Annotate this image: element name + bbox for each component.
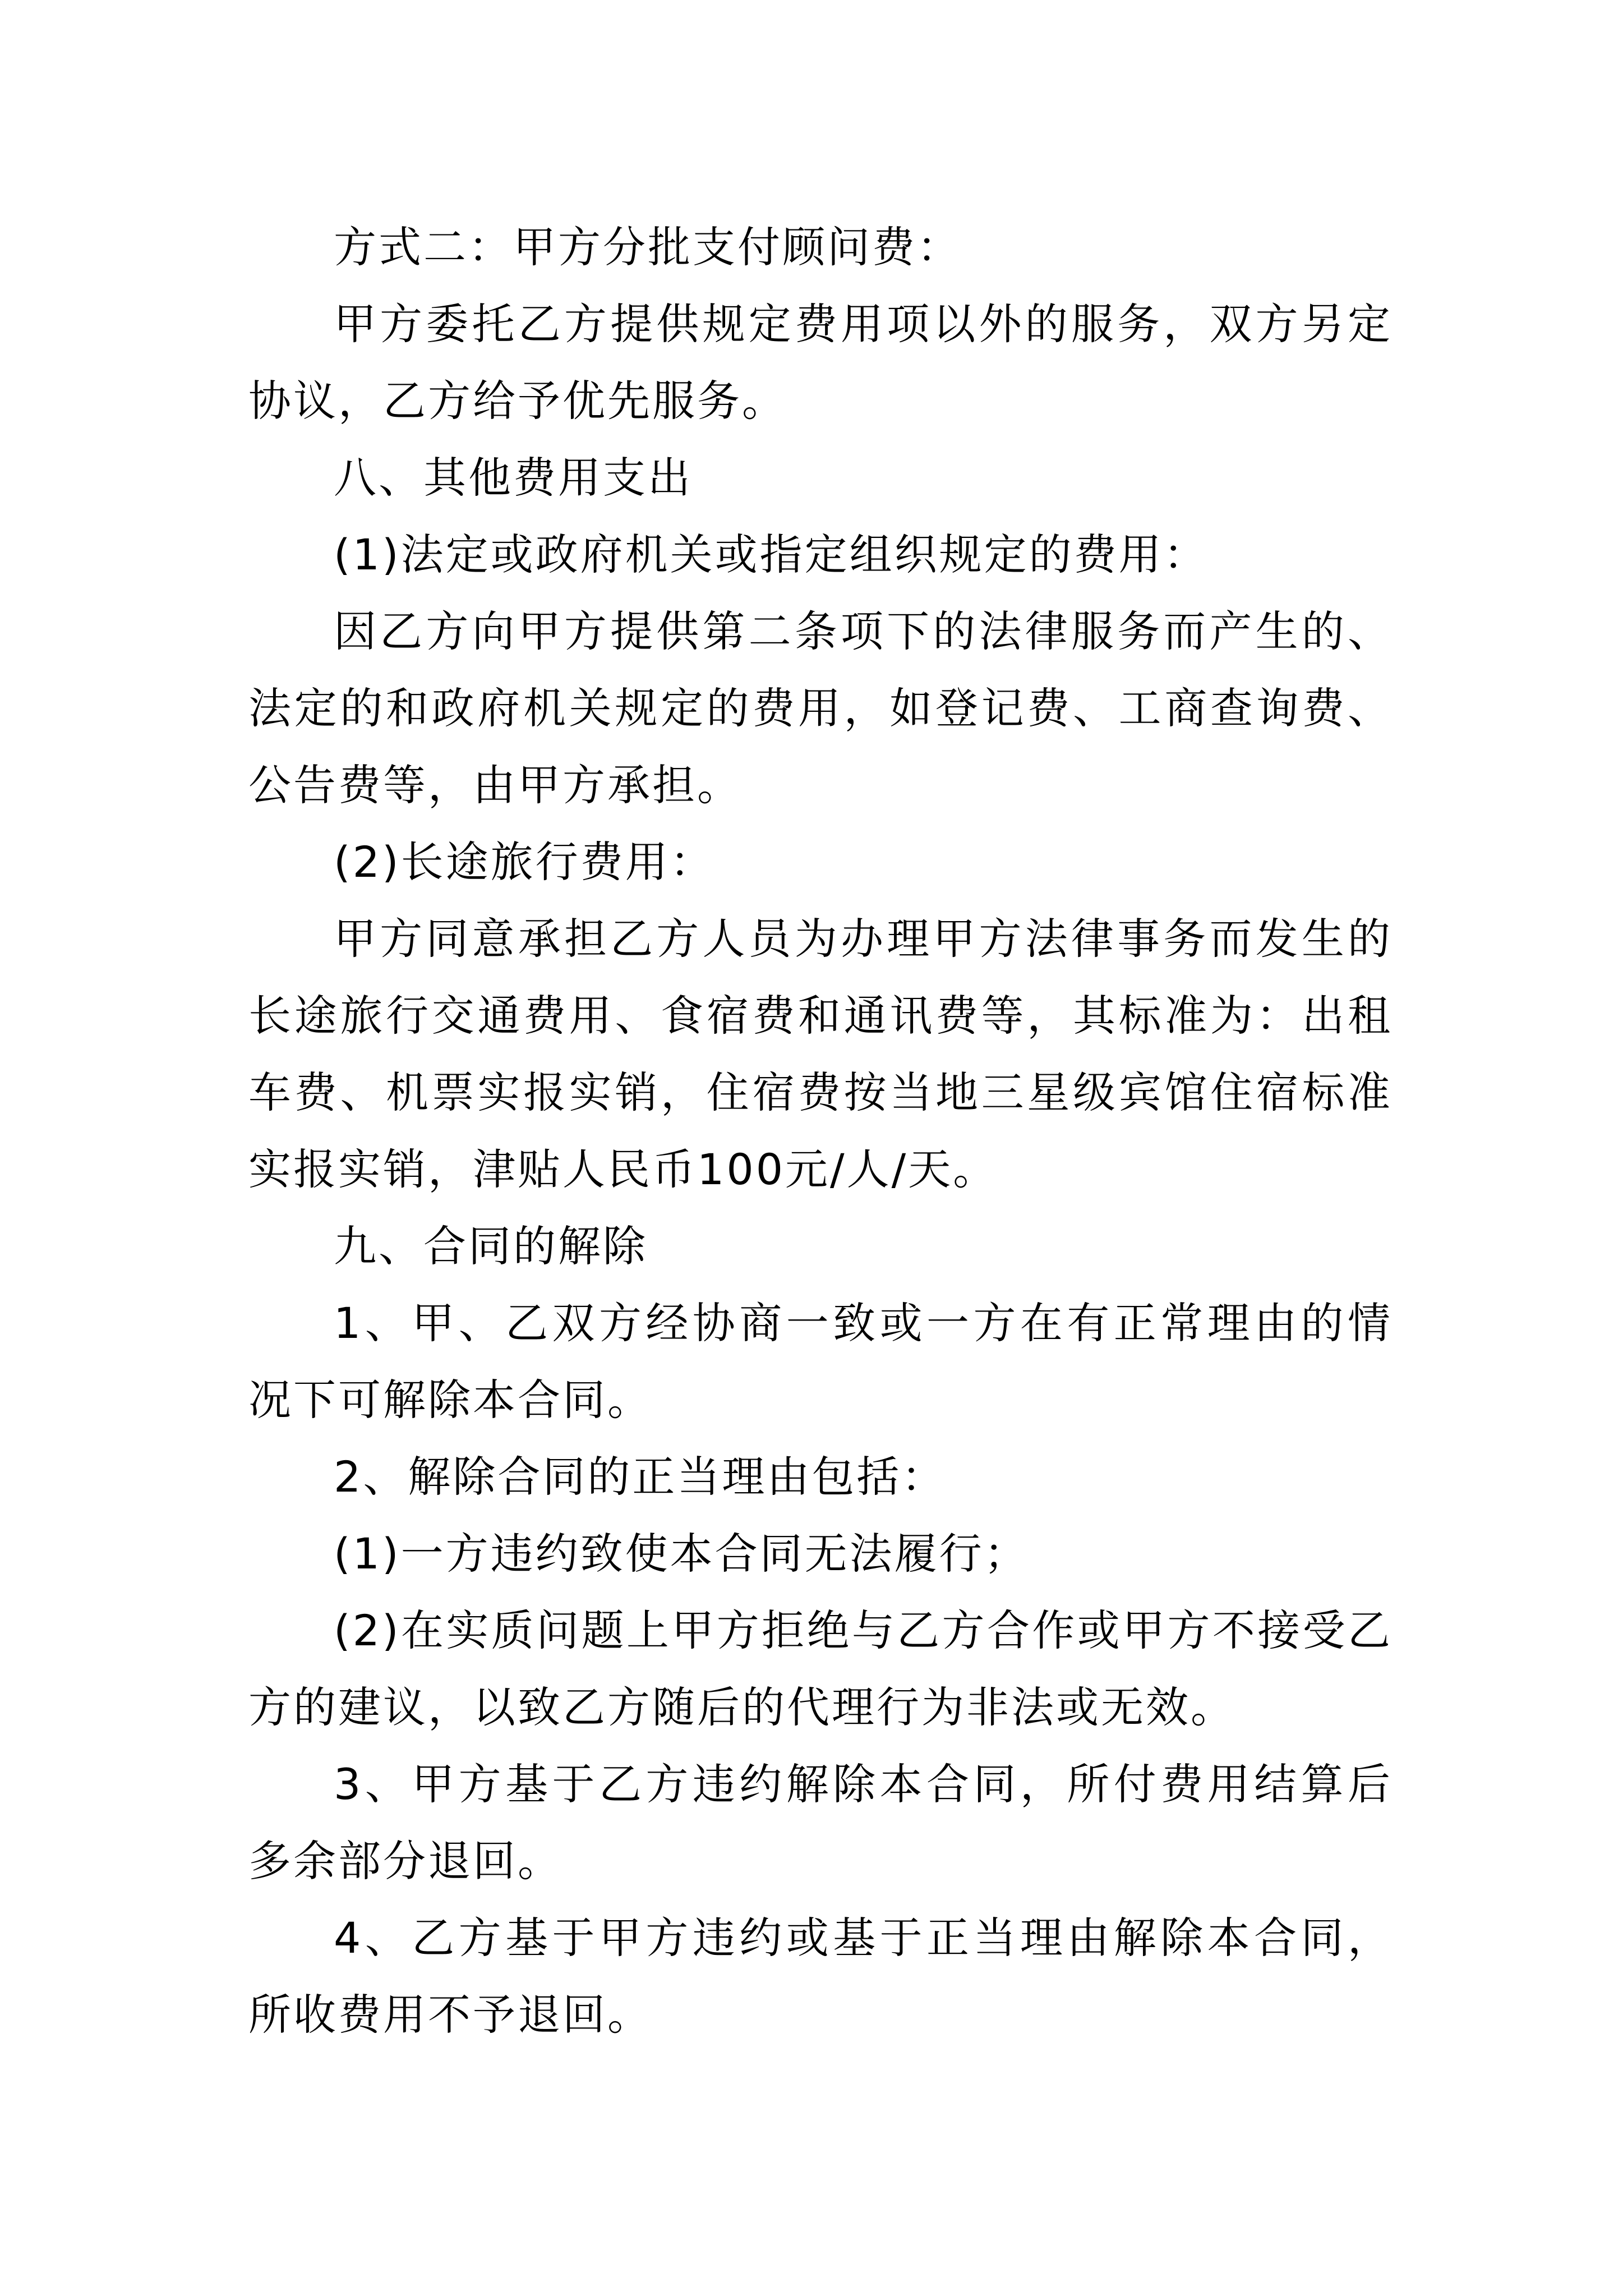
paragraph-termination-4: 4、乙方基于甲方违约或基于正当理由解除本合同，所收费用不予退回。 (248, 1913, 1393, 2040)
section-heading-termination: 九、合同的解除 (334, 1221, 648, 1271)
paragraph-travel-fees-heading: (2)长途旅行费用： (334, 837, 715, 887)
paragraph-termination-1: 1、甲、乙双方经协商一致或一方在有正常理由的情况下可解除本合同。 (248, 1298, 1393, 1425)
paragraph-method-two: 方式二：甲方分批支付顾问费： (334, 222, 962, 272)
paragraph-statutory-fees-heading: (1)法定或政府机关或指定组织规定的费用： (334, 530, 1209, 579)
section-heading-other-expenses: 八、其他费用支出 (334, 453, 693, 503)
paragraph-termination-2-item-1: (1)一方违约致使本合同无法履行； (334, 1529, 1029, 1579)
paragraph-statutory-fees: 因乙方向甲方提供第二条项下的法律服务而产生的、法定的和政府机关规定的费用，如登记费、工商查询费、公告费等，由甲方承担。 (248, 606, 1393, 810)
document-body (248, 209, 1393, 2053)
paragraph-termination-2-item-2: (2)在实质问题上甲方拒绝与乙方合作或甲方不接受乙方的建议，以致乙方随后的代理行为非法或无效。 (248, 1605, 1393, 1732)
paragraph-extra-services: 甲方委托乙方提供规定费用项以外的服务，双方另定协议，乙方给予优先服务。 (248, 299, 1393, 426)
paragraph-termination-3: 3、甲方基于乙方违约解除本合同，所付费用结算后多余部分退回。 (248, 1759, 1393, 1886)
paragraph-travel-fees: 甲方同意承担乙方人员为办理甲方法律事务而发生的长途旅行交通费用、食宿费和通讯费等，其标准为：出租车费、机票实报实销，住宿费按当地三星级宾馆住宿标准实报实销，津贴人民币100元/人/天。 (248, 914, 1393, 1194)
paragraph-termination-2: 2、解除合同的正当理由包括： (334, 1452, 947, 1502)
